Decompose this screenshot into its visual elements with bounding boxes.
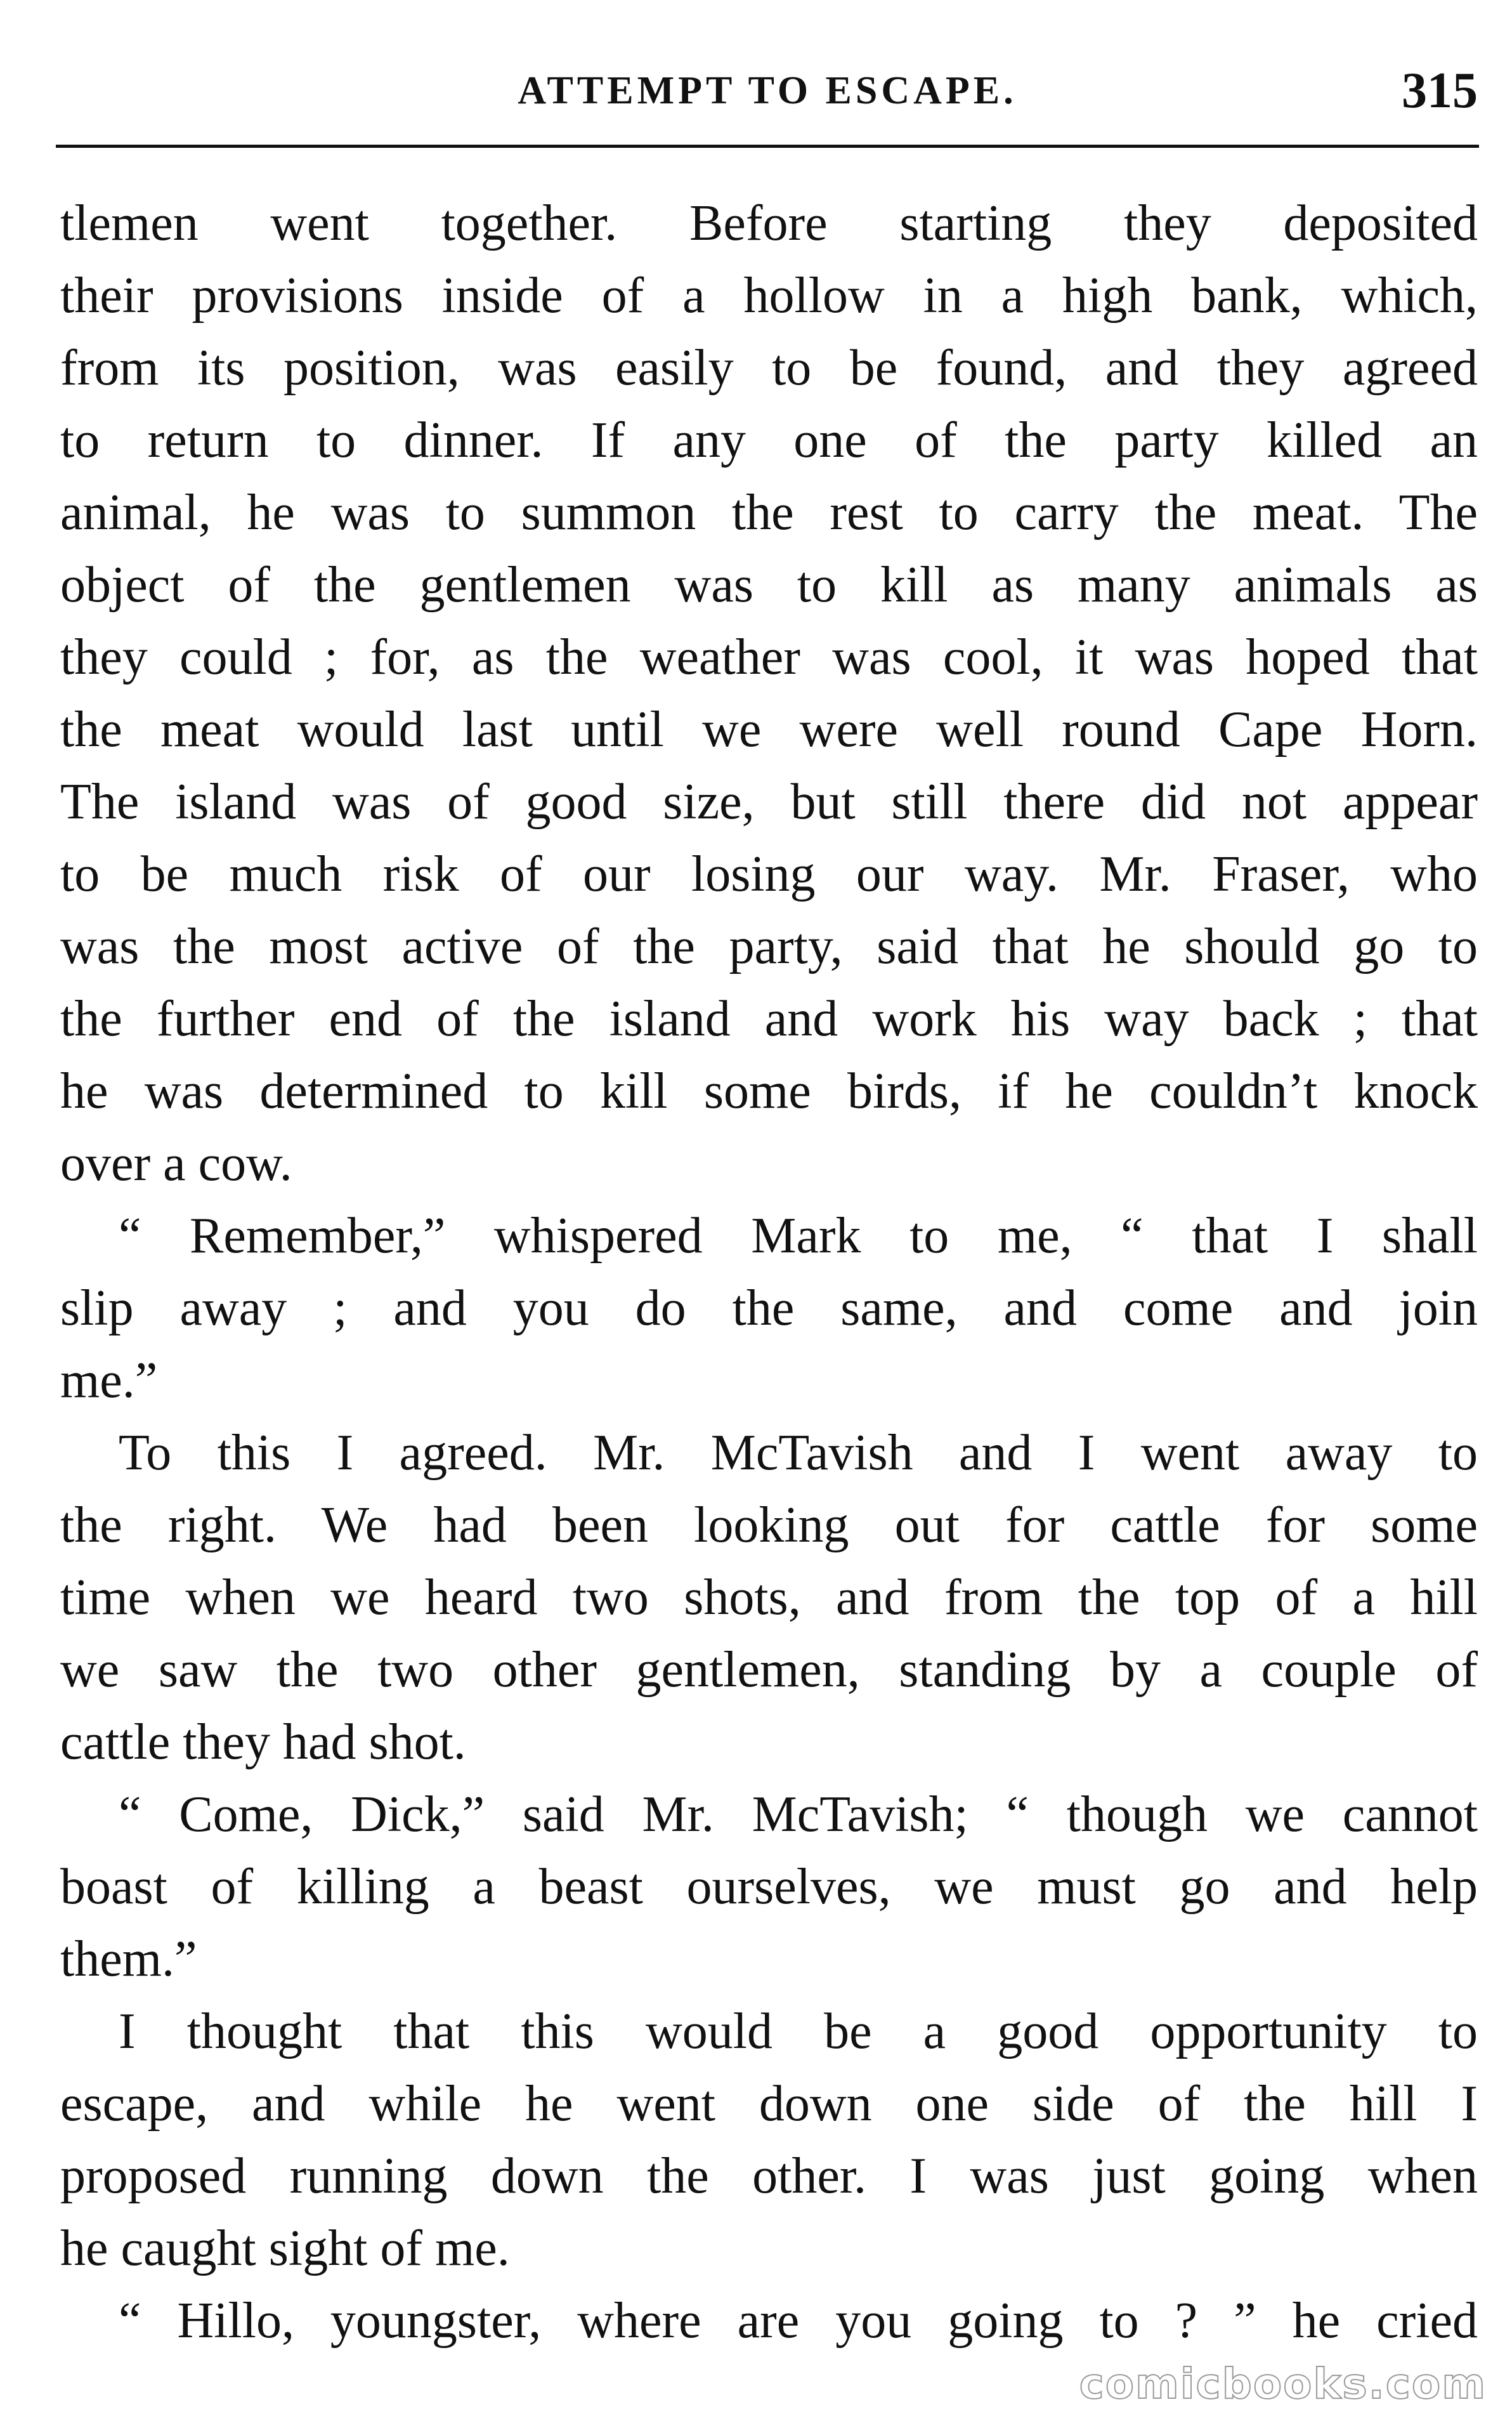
text-line: they could ; for, as the weather was cool, it was hoped that — [60, 629, 1478, 685]
running-title: ATTEMPT TO ESCAPE. — [518, 69, 1017, 112]
text-line: “ Remember,” whispered Mark to me, “ that I shall — [119, 1208, 1478, 1264]
text-line: tlemen went together. Before starting they deposited — [60, 195, 1478, 251]
text-line: me.” — [60, 1353, 158, 1408]
text-line: them.” — [60, 1931, 197, 1987]
text-line: he caught sight of me. — [60, 2221, 510, 2276]
text-line: over a cow. — [60, 1136, 292, 1191]
text-line: escape, and while he went down one side of the hill I — [60, 2076, 1478, 2132]
text-line: I thought that this would be a good opportunity to — [119, 2004, 1478, 2059]
body-text — [60, 187, 1478, 2357]
page-number: 315 — [1402, 63, 1478, 119]
text-line: the right. We had been looking out for cattle for some — [60, 1497, 1478, 1553]
text-line: the further end of the island and work his way back ; that — [60, 991, 1478, 1047]
text-line: To this I agreed. Mr. McTavish and I went away to — [119, 1425, 1478, 1481]
text-line: proposed running down the other. I was just going when — [60, 2148, 1478, 2204]
text-line: was the most active of the party, said that he should go to — [60, 919, 1478, 974]
text-line: to return to dinner. If any one of the party killed an — [60, 412, 1478, 468]
text-line: object of the gentlemen was to kill as many animals as — [60, 557, 1478, 613]
text-line: from its position, was easily to be found, and they agreed — [60, 340, 1478, 396]
text-line: The island was of good size, but still there did not appear — [60, 774, 1478, 830]
text-line: “ Hillo, youngster, where are you going to ? ” he cried — [119, 2293, 1478, 2349]
watermark: comicbooks.com — [1079, 2359, 1487, 2408]
text-line: boast of killing a beast ourselves, we must go and help — [60, 1859, 1478, 1915]
text-line: the meat would last until we were well round Cape Horn. — [60, 702, 1478, 758]
text-line: time when we heard two shots, and from the top of a hill — [60, 1570, 1478, 1625]
text-line: we saw the two other gentlemen, standing by a couple of — [60, 1642, 1478, 1698]
text-line: animal, he was to summon the rest to carry the meat. The — [60, 485, 1478, 541]
header-rule — [56, 145, 1479, 148]
text-line: their provisions inside of a hollow in a high bank, which, — [60, 268, 1478, 324]
text-line: slip away ; and you do the same, and come and join — [60, 1280, 1478, 1336]
text-line: he was determined to kill some birds, if he couldn’t knock — [60, 1063, 1478, 1119]
text-line: to be much risk of our losing our way. Mr. Fraser, who — [60, 846, 1478, 902]
running-head — [57, 56, 1478, 126]
text-line: cattle they had shot. — [60, 1714, 466, 1770]
text-line: “ Come, Dick,” said Mr. McTavish; “ though we cannot — [119, 1787, 1478, 1842]
